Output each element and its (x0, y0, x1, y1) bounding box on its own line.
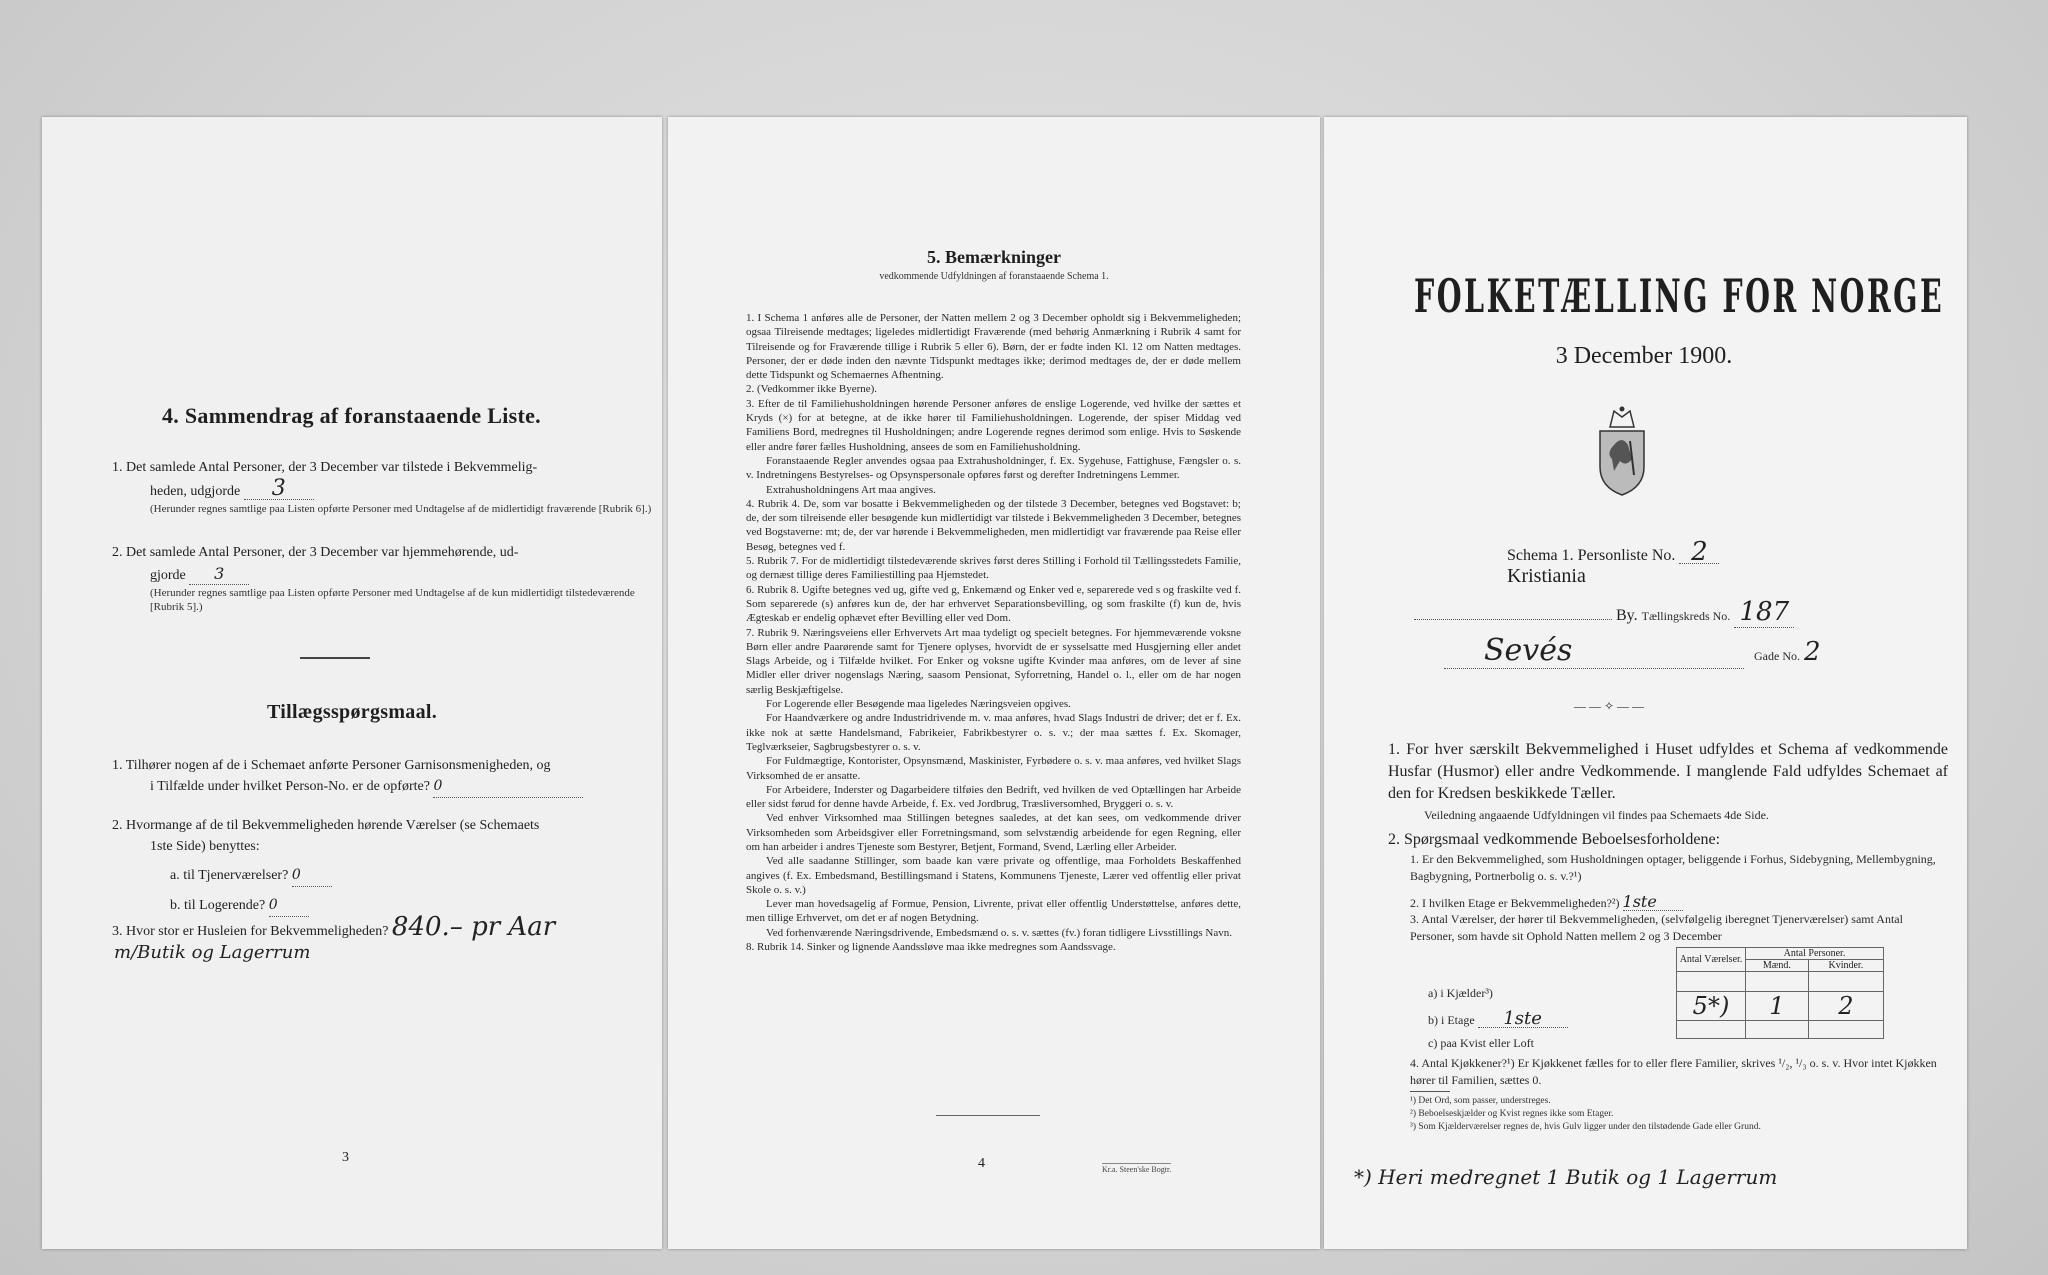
men-value: 1 (1746, 992, 1809, 1021)
census-date: 3 December 1900. (1555, 343, 1733, 369)
q2b-label: b. til Logerende? (170, 898, 266, 913)
schema-line (1507, 537, 1927, 567)
personliste-number: 2 (1679, 541, 1719, 564)
end-rule (936, 1115, 1040, 1116)
remark-para: 4. Rubrik 4. De, som var bosatte i Bekvemmeligheden og der tilstede 3 December, betegnes ved Bogstavet: b; de, der som tilreisende eller besøgende kun midlertidigt var tilstede i Bekvemmeligheden 3 December, betegnes ved Bogstaverne: mt; de, der var hørende i Bekvemmeligheden, men midlertidigt var fraværende paa Reise eller Besøg, betegnes ved f. (746, 497, 1241, 553)
remarks-subheading: vedkommende Udfyldningen af foranstaaende Schema 1. (879, 271, 1109, 282)
instruction-1: 1. For hver særskilt Bekvemmelighed i Huset udfyldes et Schema af vedkommende Husfar (Husmor) eller andre Vedkommende. I manglende Fald udfyldes Schemaet af den for Kredsen beskikkede Tæller. (1388, 741, 1948, 802)
col-rooms: Antal Værelser. (1677, 948, 1746, 972)
item1-value: 3 (244, 478, 314, 500)
district-line (1414, 597, 1954, 627)
page-4-remarks (668, 117, 1320, 1249)
remark-para: Foranstaaende Regler anvendes ogsaa paa Extrahusholdninger, f. Ex. Sygehuse, Fattighuse, Fængsler o. s. v. Indretningens Bestyrelses- og Opsynspersonale opføres først og derefter Indretningens Lemmer. (746, 454, 1241, 482)
item1-note: (Herunder regnes samtlige paa Listen opførte Personer med Undtagelse af de midlertidigt fraværende [Rubrik 6].) (150, 503, 652, 515)
q1-line2: i Tilfælde under hvilket Person-No. er de opførte? (150, 779, 430, 794)
remark-para: Ved enhver Virksomhed maa Stillingen betegnes saaledes, at det kan sees, om vedkommende driver Virksomheden som Arbeidsgiver eller Forretningsmand, som selvstændig arbeidende for egen Regning, eller om han arbeider i andres Tjeneste som Bestyrer, Betjent, Formand, Svend, Lærling eller Arbeider. (746, 812, 1241, 853)
supplement-question-3 (112, 912, 662, 963)
handwritten-footnote: *) Heri medregnet 1 Butik og 1 Lagerrum (1354, 1165, 1778, 1189)
row-a-label: a) i Kjælder³) (1428, 986, 1493, 1000)
q2b-value: 0 (269, 895, 309, 917)
item1-line1: 1. Det samlede Antal Personer, der 3 December var tilstede i Bekvemmelig- (112, 460, 538, 475)
col-persons: Antal Personer. (1746, 948, 1884, 960)
census-title: FOLKETÆLLING FOR NORGE (1414, 269, 1945, 323)
supplement-question-2 (112, 815, 652, 917)
by-label: By. (1616, 607, 1638, 624)
q2a-label: a. til Tjenerværelser? (170, 868, 289, 883)
remark-para: 2. (Vedkommer ikke Byerne). (746, 383, 878, 396)
kreds-number: 187 (1734, 597, 1794, 628)
row-b-hand: 1ste (1478, 1010, 1568, 1028)
remark-para: 3. Efter de til Familiehusholdningen hørende Personer anføres de enslige Logerende, ved hvilke der sættes et Kryds (×) for at betegne, at de ikke hører til Familiehusholdningen. Logerende, der spiser Middag ved Familiens Bord, medregnes til Husholdningen; andre Logerende regnes derimod som enlige. Hvis to Søskende eller andre fører fælles Husholdning, ansees de som en Familiehusholdning. (746, 397, 1241, 453)
ornament-divider: — — ✧ — — (1574, 699, 1645, 713)
supplement-heading: Tillægsspørgsmaal. (267, 701, 438, 723)
printer-mark: Kr.a. Steen'ske Bogtr. (1102, 1165, 1172, 1174)
women-value: 2 (1808, 992, 1883, 1021)
summary-item-1 (112, 457, 652, 516)
remark-para: Ved forhenværende Næringsdrivende, Embedsmænd o. s. v. sættes (fv.) foran tidligere Livsstillings Navn. (766, 926, 1232, 939)
schema-label: Schema 1. Personliste No. (1507, 547, 1676, 564)
instruction-2: 2. Spørgsmaal vedkommende Beboelsesforholdene: (1388, 831, 1721, 848)
remark-para: Extrahusholdningens Art maa angives. (766, 483, 936, 496)
gade-label: Gade No. (1754, 649, 1800, 663)
q3-line1: 3. Hvor stor er Husleien for Bekvemmeligheden? (112, 924, 389, 939)
q2-line2: 1ste Side) benyttes: (150, 839, 260, 854)
remarks-body (746, 311, 1241, 954)
kreds-label: Tællingskreds No. (1641, 609, 1731, 623)
remark-para: Ved alle saadanne Stillinger, som baade kan være private og offentlige, maa Forholdets Beskaffenhed angives (f. Ex. Embedsmand, Bestillingsmand i Statens, Kommunens Tjeneste, Lærer ved offentlig eller privat Skole o. s. v.) (746, 855, 1241, 896)
housing-question-3: 3. Antal Værelser, der hører til Bekvemmeligheden, (selvfølgelig iberegnet Tjenerværelser) samt Antal Personer, som havde sit Ophold Natten mellem 2 og 3 December (1410, 912, 1903, 943)
remark-para: 7. Rubrik 9. Næringsveiens eller Erhvervets Art maa tydeligt og specielt betegnes. For hjemmeværende voksne Børn eller andre Paarørende samt for Tjenere oplyses, hvorvidt de er sysselsatte med Husgjerning eller andet Slags Arbeide, og i Tilfælde hvilket. For Enker og voksne ugifte Kvinder maa anføres, om de lever af sine Midler eller driver nogenslags Næring, saasom Pensionat, Syforretning, Handel o. l., eller om de har nogen særlig Beskjæftigelse. (746, 626, 1241, 696)
q1-line1: 1. Tilhører nogen af de i Schemaet anførte Personer Garnisonsmenigheden, og (112, 758, 551, 773)
remark-para: For Fuldmægtige, Kontorister, Opsynsmænd, Maskinister, Fyrbødere o. s. v. maa anføres, ved hvilket Slags Virksomhed de er ansatte. (746, 755, 1241, 782)
page-3-summary (42, 117, 662, 1249)
page-number: 4 (978, 1156, 985, 1171)
street-name: Sevés (1444, 633, 1744, 669)
housing-question-2 (1410, 893, 1950, 912)
row-c-label: c) paa Kvist eller Loft (1428, 1036, 1534, 1050)
row-b-label: b) i Etage 1ste (1428, 1010, 1568, 1029)
col-men: Mænd. (1746, 960, 1809, 972)
remark-para: For Logerende eller Besøgende maa ligeledes Næringsveien opgives. (766, 698, 1071, 711)
coat-of-arms-icon (1596, 405, 1648, 497)
page-1-title (1324, 117, 1967, 1249)
remark-para: 5. Rubrik 7. For de midlertidigt tilstedeværende skrives først deres Stilling i Forhold til Tællingsstedets Familie, og dernæst tillige deres Familiestilling paa Hjemstedet. (746, 555, 1241, 582)
item2-value: 3 (189, 563, 249, 585)
remarks-rule (750, 297, 1250, 301)
item2-line2: gjorde (150, 568, 186, 583)
page-number: 3 (342, 1150, 349, 1165)
q2-label: 2. I hvilken Etage er Bekvemmeligheden?²) (1410, 896, 1620, 910)
remark-para: For Arbeidere, Inderster og Dagarbeidere tilføies den Bedrift, ved hvilken de ved Optællingen har Arbeide eller sidst førud for denne havde Arbeide, f. Ex. ved Jordbrug, Træsliversomhed, Bryggeri o. s. v. (746, 783, 1241, 811)
remarks-heading: 5. Bemærkninger (927, 247, 1061, 267)
remark-para: 6. Rubrik 8. Ugifte betegnes ved ug, gifte ved g, Enkemænd og Enker ved e, separerede ved s og fraskilte ved f. Som separerede (s) anføres kun de, der har erhvervet Separationsbevilling, og som fraskilte (f) kun de, hvis Ægteskab er endelig ophævet efter Bevilling eller ved Dom. (746, 583, 1241, 625)
divider (300, 657, 370, 659)
supplement-question-1 (112, 755, 652, 798)
housing-question-4: 4. Antal Kjøkkener?¹) Er Kjøkkenet fælles for to eller flere Familier, skrives ¹/₂, ¹/₃ o. s. v. Hvor intet Kjøkken hører til Familien, sættes 0. (1410, 1056, 1937, 1087)
remark-para: 8. Rubrik 14. Sinker og lignende Aandssløve maa ikke medregnes som Aandssvage. (746, 941, 1116, 954)
remark-para: 1. I Schema 1 anføres alle de Personer, der Natten mellem 2 og 3 December opholdt sig i Bekvemmeligheden; ogsaa Tilreisende medtages; ligeledes midlertidigt Fraværende (med behørig Anmærkning i Rubrik 4 samt for Tilreisende og for Fraværende tillige i Rubrik 5 eller 6). Børn, der er fødte inden Kl. 12 om Natten medtages. Personer, der er døde inden den nævnte Tidspunkt medtages ikke; derimod medtages de, der er døde mellem dette Tidspunkt og Schemaernes Afhentning. (746, 312, 1241, 382)
city-name: Kristiania (1507, 565, 1586, 587)
section-4-heading: 4. Sammendrag af foranstaaende Liste. (162, 403, 541, 428)
q2a-value: 0 (292, 865, 332, 887)
col-women: Kvinder. (1808, 960, 1883, 972)
footnote-rule (1410, 1091, 1450, 1092)
q2-line1: 2. Hvormange af de til Bekvemmeligheden hørende Værelser (se Schemaets (112, 818, 540, 833)
remark-para: For Haandværkere og andre Industridrivende m. v. maa anføres, hvad Slags Industri de driver; det er f. Ex. ikke nok at sætte Handelsmand, Fabrikeier, Fabrikbestyrer o. s. v.; der maa sættes f. Ex. Skomager, Teglværkseier, Sagbrugsbestyrer o. s. v. (746, 712, 1241, 753)
gade-number: 2 (1803, 637, 1821, 667)
summary-item-2 (112, 542, 652, 614)
q3-handwritten-note: m/Butik og Lagerrum (114, 942, 311, 963)
q1-value: 0 (433, 776, 583, 798)
instruction-1-note: Veiledning angaaende Udfyldningen vil findes paa Schemaets 4de Side. (1424, 808, 1769, 822)
item2-note: (Herunder regnes samtlige paa Listen opførte Personer med Undtagelse af de kun midlertidigt tilstedeværende [Rubrik 5].) (150, 587, 635, 613)
etage-value: 1ste (1623, 893, 1683, 911)
housing-question-1: 1. Er den Bekvemmelighed, som Husholdningen optager, beliggende i Forhus, Sidebygning, Mellembygning, Bagbygning, Portnerbolig o. s. v.?¹) (1410, 852, 1936, 883)
q3-value: 840.– pr Aar (391, 912, 556, 942)
footnotes: ¹) Det Ord, som passer, understreges. ²) Beboelseskjælder og Kvist regnes ikke som Etager. ³) Som Kjælderværelser regnes de, hvis Gulv ligger under den tilstødende Gade eller Grund. (1410, 1096, 1761, 1132)
street-line (1444, 633, 1944, 673)
room-person-table (1676, 947, 1884, 1039)
remark-para: Lever man hovedsagelig af Formue, Pension, Livrente, privat eller offentlig Understøttelse, anføres dette, men tillige Erhvervet, om det er af nogen Betydning. (746, 898, 1241, 925)
item2-line1: 2. Det samlede Antal Personer, der 3 December var hjemmehørende, ud- (112, 545, 519, 560)
rooms-value: 5*) (1677, 992, 1746, 1021)
item1-line2: heden, udgjorde (150, 484, 241, 499)
